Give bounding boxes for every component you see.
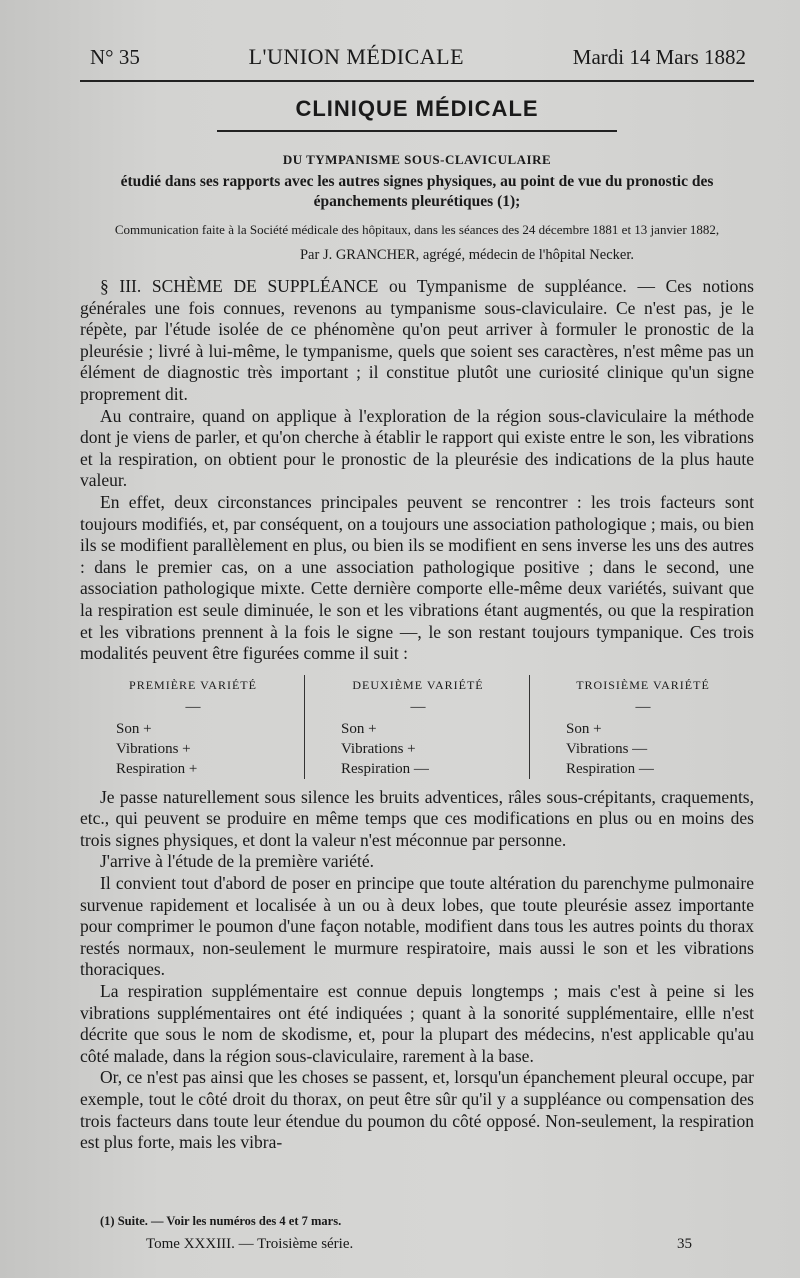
article-subtitle: étudié dans ses rapports avec les autres signes physiques, au point de vue du pronostic des épanchements pleurétiques (1); [120, 173, 714, 210]
variety-row: Respiration — [341, 760, 429, 777]
variety-row: Vibrations — [566, 740, 648, 757]
varieties-table [80, 675, 754, 779]
variety-row: Vibrations + [341, 740, 416, 757]
variety-dash: — [410, 698, 426, 715]
paragraph: En effet, deux circonstances principales peuvent se rencontrer : les trois facteurs sont toujours modifiés, et, par conséquent, on a toujours une association pathologique ; mais, ou bien ils se modifient parallèlement en plus, ou bien ils se modifient en sens inverse les uns des autres : dans le premier cas, on a une association pathologique positive ; dans le second, une association pathologique mixte. Cette dernière comporte elle-même deux variétés, suivant que la respiration est seule diminuée, le son et les vibrations étant augmentés, ou que la respiration et les vibrations prennent à la fois le signe —, le son restant toujours tympanique. Ces trois modalités peuvent être figurées comme il suit : [80, 491, 754, 664]
variety-row: Respiration + [116, 760, 198, 777]
paragraph: Je passe naturellement sous silence les bruits adventices, râles sous-crépitants, craquements, etc., qui peuvent se produire en même temps que ces modifications en plus ou en moins des trois signes physiques, et dont la valeur n'est méconnue par personne. [80, 786, 754, 850]
article-title: DU TYMPANISME SOUS-CLAVICULAIRE [282, 152, 552, 167]
journal-name: L'UNION MÉDICALE [248, 44, 465, 69]
paragraph: § III. SCHÈME DE SUPPLÉANCE ou Tympanisme de suppléance. — Ces notions générales une fois connues, revenons au tympanisme sous-claviculaire. Ce n'est pas, je le répète, par l'étude isolée de ce phénomène qu'on peut arriver à formuler le pronostic de la pleurésie ; livré à lui-même, le tympanisme, quels que soient ses caractères, n'est même pas un élément de diagnostic très important ; il constitue plutôt une curiosité clinique qu'un signe proprement dit. [80, 276, 754, 404]
variety-column [304, 675, 529, 779]
variety-column [529, 675, 754, 779]
footnote: (1) Suite. — Voir les numéros des 4 et 7 mars. [100, 1214, 342, 1228]
variety-heading: TROISIÈME VARIÉTÉ [576, 677, 710, 692]
paragraph: Or, ce n'est pas ainsi que les choses se passent, et, lorsqu'un épanchement pleural occupe, par exemple, tout le côté droit du thorax, on peut être sûr qu'il y a suppléance ou compensation des trois facteurs dans toute leur étendue du poumon du côté opposé. Non-seulement, la respiration est plus forte, mais les vibra- [80, 1067, 754, 1153]
paragraph: La respiration supplémentaire est connue depuis longtemps ; mais c'est à peine si les vibrations supplémentaires ont été indiquées ; quant à la sonorité supplémentaire, ellle n'est décrite que sous le nom de skodisme, et, pour la plupart des médecins, n'est applicable qu'au côté malade, dans la région sous-claviculaire, rarement à la base. [80, 981, 754, 1066]
variety-dash: — [185, 698, 201, 715]
article-communication: Communication faite à la Société médicale des hôpitaux, dans les séances des 24 décembre 1881 et 13 janvier 1882, [114, 222, 720, 237]
variety-heading: DEUXIÈME VARIÉTÉ [352, 677, 484, 692]
variety-row: Respiration — [566, 760, 654, 777]
variety-row: Son + [566, 720, 602, 737]
running-header [80, 44, 754, 70]
variety-heading: PREMIÈRE VARIÉTÉ [129, 677, 257, 692]
page-number: 35 [677, 1236, 692, 1252]
paragraph: Au contraire, quand on applique à l'exploration de la région sous-claviculaire la méthode dont je viens de parler, et qu'on cherche à établir le rapport qui existe entre le son, les vibrations et la respiration, on obtient pour le pronostic de la pleurésie des indications de la plus haute valeur. [80, 405, 754, 491]
variety-dash: — [635, 698, 651, 715]
paragraph: J'arrive à l'étude de la première variété. [100, 851, 375, 872]
paragraph: Il convient tout d'abord de poser en principe que toute altération du parenchyme pulmonaire survenue rapidement et localisée à un ou à deux lobes, que toute pleurésie assez importante pour comprimer le poumon d'une façon notable, modifient dans tous les autres points du thorax restés normaux, non-seulement le murmure respiratoire, mais aussi le son et les vibrations thoraciques. [80, 873, 754, 980]
article-author: Par J. GRANCHER, agrégé, médecin de l'hôpital Necker. [299, 247, 634, 263]
section-rule [217, 130, 617, 132]
variety-row: Son + [116, 720, 152, 737]
issue-number: N° 35 [90, 45, 140, 69]
section-title: CLINIQUE MÉDICALE [295, 96, 539, 121]
header-rule [80, 80, 754, 82]
variety-row: Son + [341, 720, 377, 737]
article-body [80, 276, 754, 1154]
page-footer [146, 1236, 692, 1253]
variety-row: Vibrations + [116, 740, 191, 757]
variety-column [80, 675, 304, 779]
volume-label: Tome XXXIII. — Troisième série. [146, 1236, 354, 1252]
issue-date: Mardi 14 Mars 1882 [572, 45, 746, 69]
